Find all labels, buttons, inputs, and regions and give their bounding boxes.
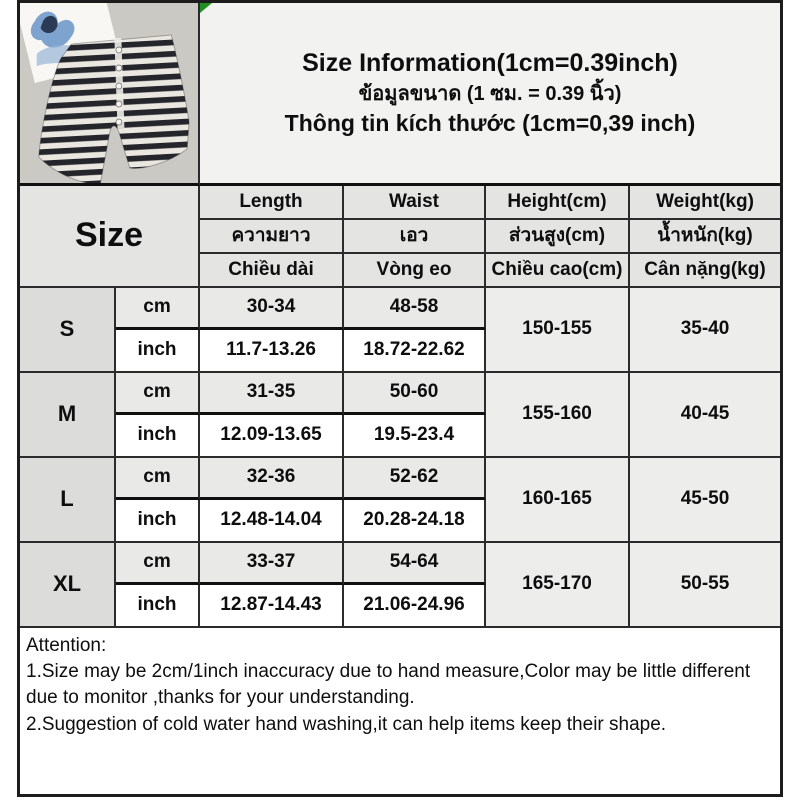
row-xl-weight: 50-55 <box>630 543 780 628</box>
row-s-unit-inch: inch <box>116 330 200 373</box>
green-corner-marker <box>200 3 212 13</box>
row-l-weight: 45-50 <box>630 458 780 543</box>
attention-heading: Attention: <box>26 635 107 656</box>
row-xl-unit-cm: cm <box>116 543 200 585</box>
row-l-waist-inch: 20.28-24.18 <box>344 500 486 543</box>
row-s-size-label: S <box>20 288 116 373</box>
row-m-length-cm: 31-35 <box>200 373 344 415</box>
row-l-waist-cm: 52-62 <box>344 458 486 500</box>
row-m-length-inch: 12.09-13.65 <box>200 415 344 458</box>
row-s-waist-inch: 18.72-22.62 <box>344 330 486 373</box>
col-header-weight-en: Weight(kg) <box>630 186 780 220</box>
attention-section <box>20 628 780 738</box>
row-xl-waist-inch: 21.06-24.96 <box>344 585 486 628</box>
row-xl-length-inch: 12.87-14.43 <box>200 585 344 628</box>
col-header-length-th: ความยาว <box>200 220 344 254</box>
row-l-unit-inch: inch <box>116 500 200 543</box>
row-l-size-label: L <box>20 458 116 543</box>
row-xl-unit-inch: inch <box>116 585 200 628</box>
col-header-height-vi: Chiều cao(cm) <box>486 254 630 288</box>
row-s-unit-cm: cm <box>116 288 200 330</box>
row-xl-size-label: XL <box>20 543 116 628</box>
title-line-vi: Thông tin kích thước (1cm=0,39 inch) <box>284 110 696 137</box>
row-l-height: 160-165 <box>486 458 630 543</box>
size-table <box>20 3 780 628</box>
attention-item-2: 2.Suggestion of cold water hand washing,it can help items keep their shape. <box>26 713 667 735</box>
row-l-length-cm: 32-36 <box>200 458 344 500</box>
col-header-waist-vi: Vòng eo <box>344 254 486 288</box>
title-line-th: ข้อมูลขนาด (1 ซม. = 0.39 นิ้ว) <box>358 83 622 106</box>
row-m-unit-cm: cm <box>116 373 200 415</box>
row-s-length-cm: 30-34 <box>200 288 344 330</box>
row-m-height: 155-160 <box>486 373 630 458</box>
row-m-waist-inch: 19.5-23.4 <box>344 415 486 458</box>
striped-shorts-photo <box>20 3 198 185</box>
col-header-waist-en: Waist <box>344 186 486 220</box>
row-s-waist-cm: 48-58 <box>344 288 486 330</box>
row-xl-height: 165-170 <box>486 543 630 628</box>
row-m-size-label: M <box>20 373 116 458</box>
row-m-unit-inch: inch <box>116 415 200 458</box>
row-m-weight: 40-45 <box>630 373 780 458</box>
row-xl-waist-cm: 54-64 <box>344 543 486 585</box>
row-s-length-inch: 11.7-13.26 <box>200 330 344 373</box>
title-line-en: Size Information(1cm=0.39inch) <box>302 48 678 77</box>
row-xl-length-cm: 33-37 <box>200 543 344 585</box>
col-header-weight-vi: Cân nặng(kg) <box>630 254 780 288</box>
size-header-cell: Size <box>20 186 200 288</box>
attention-item-1: 1.Size may be 2cm/1inch inaccuracy due to hand measure,Color may be little different due to monitor ,thanks for your understanding. <box>26 661 751 709</box>
col-header-height-th: ส่วนสูง(cm) <box>486 220 630 254</box>
col-header-weight-th: น้ำหนัก(kg) <box>630 220 780 254</box>
col-header-length-en: Length <box>200 186 344 220</box>
size-chart-card <box>17 0 783 797</box>
row-l-length-inch: 12.48-14.04 <box>200 500 344 543</box>
col-header-waist-th: เอว <box>344 220 486 254</box>
col-header-length-vi: Chiều dài <box>200 254 344 288</box>
product-photo <box>20 3 200 186</box>
size-info-title <box>200 3 780 186</box>
row-s-weight: 35-40 <box>630 288 780 373</box>
row-s-height: 150-155 <box>486 288 630 373</box>
col-header-height-en: Height(cm) <box>486 186 630 220</box>
row-m-waist-cm: 50-60 <box>344 373 486 415</box>
row-l-unit-cm: cm <box>116 458 200 500</box>
